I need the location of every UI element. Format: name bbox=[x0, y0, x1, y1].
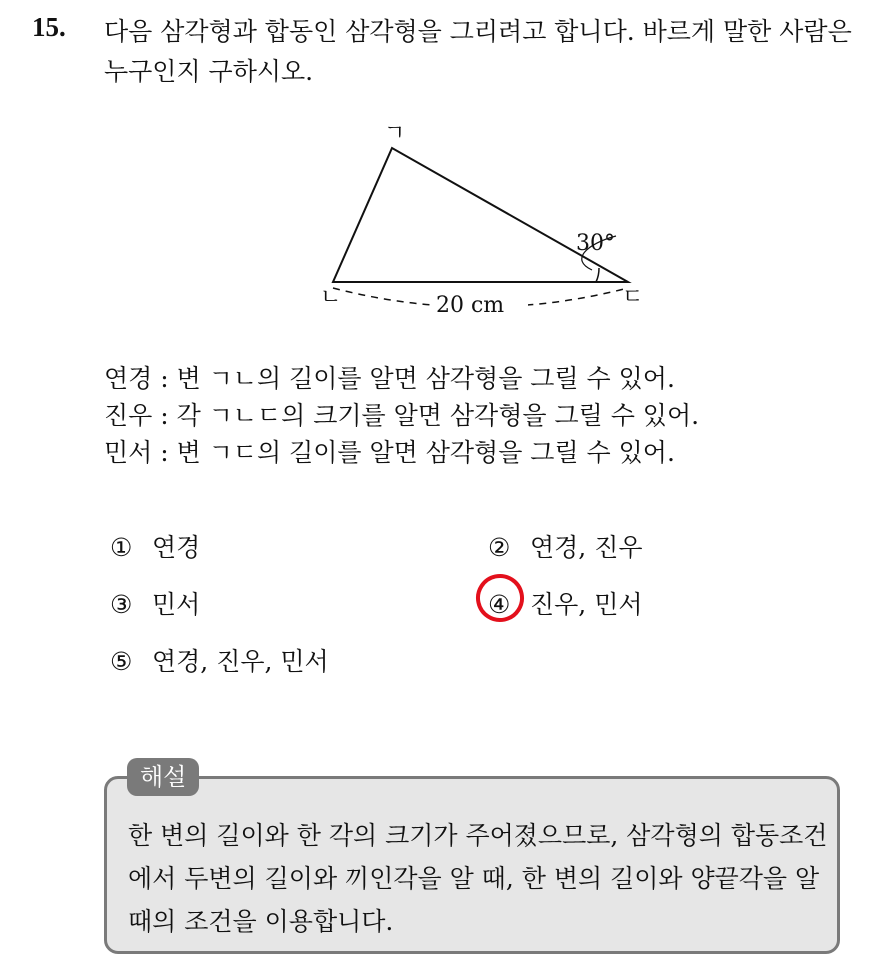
explanation-text: 한 변의 길이와 한 각의 크기가 주어졌으므로, 삼각형의 합동조건에서 두변의 길이와 끼인각을 알 때, 한 변의 길이와 양끝각을 알 때의 조건을 이용합니다. bbox=[128, 821, 828, 936]
choice-3-label: 민서 bbox=[152, 590, 201, 619]
vertex-left-label: ㄴ bbox=[320, 285, 342, 310]
choice-1-label: 연경 bbox=[152, 533, 201, 562]
question-number: 15. bbox=[32, 12, 66, 42]
statement-yeongyeong: 연경 : 변 ㄱㄴ의 길이를 알면 삼각형을 그릴 수 있어. bbox=[104, 364, 675, 393]
triangle bbox=[333, 148, 628, 282]
statement-minseo: 민서 : 변 ㄱㄷ의 길이를 알면 삼각형을 그릴 수 있어. bbox=[104, 438, 675, 467]
choice-4-number: ④ bbox=[488, 590, 511, 619]
side-label: 20 cm bbox=[436, 293, 505, 318]
choice-5-label: 연경, 진우, 민서 bbox=[152, 647, 329, 676]
choice-3-number: ③ bbox=[110, 590, 133, 619]
angle-arc bbox=[596, 268, 599, 282]
explanation-tag: 해설 bbox=[127, 758, 199, 796]
choice-3[interactable] bbox=[110, 585, 200, 621]
triangle-figure bbox=[300, 118, 660, 328]
choice-1[interactable] bbox=[110, 528, 200, 564]
angle-label: 30° bbox=[576, 231, 615, 256]
vertex-right-label: ㄷ bbox=[622, 285, 644, 310]
choice-5-number: ⑤ bbox=[110, 647, 133, 676]
vertex-top-label: ㄱ bbox=[384, 121, 406, 146]
statement-jinwoo: 진우 : 각 ㄱㄴㄷ의 크기를 알면 삼각형을 그릴 수 있어. bbox=[104, 401, 700, 430]
statements bbox=[104, 360, 699, 471]
choice-2[interactable] bbox=[488, 528, 643, 564]
choice-2-label: 연경, 진우 bbox=[530, 533, 643, 562]
question-text: 다음 삼각형과 합동인 삼각형을 그리려고 합니다. 바르게 말한 사람은 누구인지 구하시오. bbox=[104, 17, 852, 86]
choice-1-number: ① bbox=[110, 533, 133, 562]
choice-4-label: 진우, 민서 bbox=[530, 590, 643, 619]
choice-2-number: ② bbox=[488, 533, 511, 562]
choice-5[interactable] bbox=[110, 642, 329, 678]
